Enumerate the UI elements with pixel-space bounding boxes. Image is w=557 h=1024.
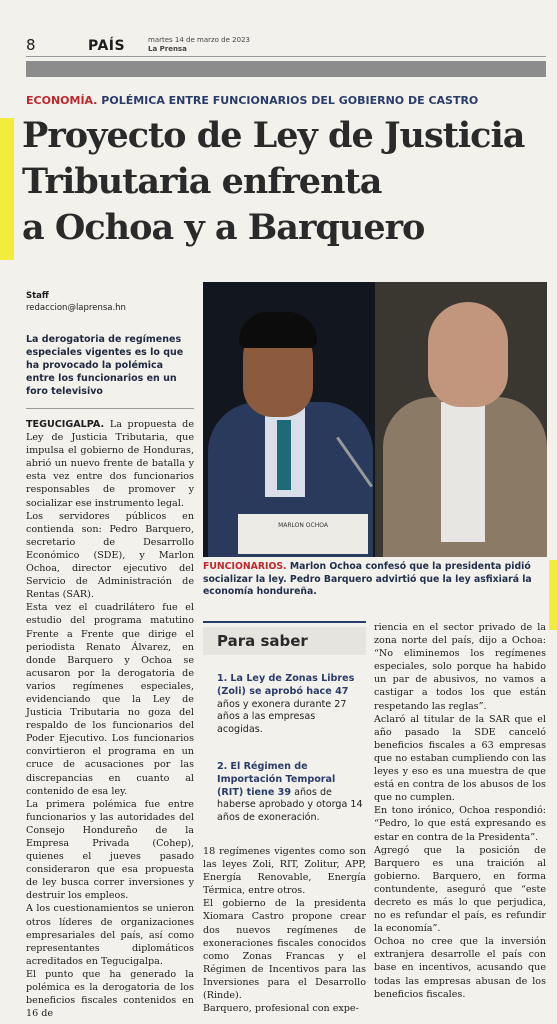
kicker-topic: ECONOMÍA. — [26, 94, 98, 107]
caption-text: Marlon Ochoa confesó que la presidenta pidió socializar la ley. Pedro Barquero advirtió que la ley asfixiará la economía hondureña. — [203, 561, 532, 598]
item-text: años de haberse aprobado y otorga 14 años de exoneración. — [217, 786, 363, 824]
item-number: 1. — [217, 673, 228, 684]
issue-info — [148, 36, 250, 54]
headline — [22, 113, 552, 251]
section-name: PAÍS — [88, 38, 126, 54]
paragraph: El gobierno de la presidenta Xiomara Castro propone crear dos nuevos regímenes de exoneraciones fiscales conocidos como Zonas Francas y el Régimen de Incentivos para las Inversiones para el Desarrollo (Rinde). — [203, 898, 366, 1002]
deck: La derogatoria de regímenes especiales vigentes es lo que ha provocado la polémica entre los funcionarios en un foro televisivo — [26, 334, 184, 397]
photo-right-panel — [375, 282, 547, 557]
newspaper-name: La Prensa — [148, 45, 187, 53]
kicker-text: POLÉMICA ENTRE FUNCIONARIOS DEL GOBIERNO DE CASTRO — [101, 94, 479, 107]
deck-rule — [26, 408, 194, 409]
paragraph: Aclaró al titular de la SAR que el año pasado la SDE canceló beneficios fiscales a 63 empresas que no estaban cumpliendo con las leyes y eso es una muestra de que está en contra de los abusos de los que no cumplen. — [374, 713, 546, 804]
article-column-1 — [26, 418, 194, 1020]
page-header — [26, 34, 546, 54]
paragraph: A los cuestionamientos se unieron otros líderes de organizaciones empresariales del país, así como representantes diplomáticos acreditados en Tegucigalpa. — [26, 903, 194, 967]
paragraph: 18 regímenes vigentes como son las leyes Zoli, RIT, Zolitur, APP, Energía Renovable, Energía Térmica, entre otros. — [203, 846, 366, 897]
headline-line: Tributaria enfrenta — [22, 161, 382, 202]
paragraph: Barquero, profesional con expe- — [203, 1003, 359, 1015]
article-column-2 — [203, 845, 366, 1015]
paragraph: Ochoa no cree que la inversión extranjera desarrolle el país con base en incentivos, acusando que todas las empresas abusan de los beneficios fiscales. — [374, 936, 546, 1000]
photo-left-panel — [203, 282, 375, 557]
article-column-3 — [374, 621, 546, 1001]
ochoa-tie — [277, 420, 291, 490]
paragraph-text: La propuesta de Ley de Justicia Tributaria, que impulsa el gobierno de Honduras, abrió un nuevo frente de batalla y esta vez entre dos funcionarios responsables de promover y socializar ese instrumento legal. — [26, 419, 194, 509]
caption-label: FUNCIONARIOS. — [203, 561, 287, 572]
sidebar-title: Para saber — [203, 627, 366, 655]
paragraph: En tono irónico, Ochoa respondió: “Pedro, lo que está expresando es estar en contra de la Presidenta”. — [374, 805, 546, 843]
paragraph: La primera polémica fue entre funcionarios y las autoridades del Consejo Hondureño de la Empresa Privada (Cohep), quienes el jueves pasado consideraron que esa propuesta de ley busca correr inversiones y destruir los empleos. — [26, 798, 194, 902]
headline-line: a Ochoa y a Barquero — [22, 207, 425, 248]
dateline: TEGUCIGALPA. — [26, 419, 105, 430]
paragraph — [26, 418, 194, 510]
barquero-shirt — [441, 402, 485, 542]
byline-email: redaccion@laprensa.hn — [26, 303, 126, 313]
item-text: años y exonera durante 27 años a las empresas acogidas. — [217, 698, 347, 736]
headline-line: Proyecto de Ley de Justicia — [22, 115, 525, 156]
paragraph: Los servidores públicos en contienda son: Pedro Barquero, secretario de Desarrollo Económico (SDE), y Marlon Ochoa, director ejecutivo del Servicio de Administración de Rentas (SAR). — [26, 510, 194, 601]
sidebar-rule — [203, 621, 366, 623]
item-bold: El Régimen de Importación Temporal (RIT) tiene 39 — [217, 761, 336, 798]
header-rule — [26, 56, 546, 57]
byline-name: Staff — [26, 291, 49, 301]
byline — [26, 290, 126, 314]
highlighter-mark-right — [549, 560, 557, 630]
item-bold: La Ley de Zonas Libres (Zoli) se aprobó hace 47 — [217, 673, 355, 697]
item-number: 2. — [217, 761, 228, 772]
sidebar-item — [217, 761, 363, 825]
article-photo — [203, 282, 547, 557]
page-number: 8 — [26, 36, 36, 54]
highlighter-mark-left — [0, 118, 14, 260]
paragraph: Agregó que la posición de Barquero es una traición al gobierno. Barquero, en forma contundente, aseguró que “este decreto es más lo que perjudica, no es refundar el país, es refundir la economía”. — [374, 844, 546, 935]
barquero-face — [428, 302, 508, 407]
issue-date: martes 14 de marzo de 2023 — [148, 36, 250, 44]
header-band — [26, 61, 546, 77]
ochoa-hair — [239, 312, 317, 348]
paragraph: El punto que ha generado la polémica es la derogatoria de los beneficios fiscales contenidos en 16 de — [26, 968, 194, 1020]
kicker — [26, 94, 478, 107]
nameplate: MARLON OCHOA — [238, 514, 368, 554]
sidebar-item — [217, 673, 363, 737]
photo-caption — [203, 561, 547, 599]
paragraph: riencia en el sector privado de la zona norte del país, dijo a Ochoa: “No eliminemos los regímenes especiales, solo porque ha habido un par de abusivos, no vamos a castigar a todos los que están respetando las reglas”. — [374, 622, 546, 712]
paragraph: Esta vez el cuadrilátero fue el estudio del programa matutino Frente a Frente que dirige el periodista Renato Álvarez, en donde Barquero y Ochoa se acusaron por la derogatoria de varios regímenes especiales, evidenciando que la Ley de Justicia Tributaria no goza del respaldo de los funcionarios del Poder Ejecutivo. Los funcionarios convirtieron el programa en un cruce de acusaciones por las discrepancias en cuanto al contenido de esa ley. — [26, 602, 194, 797]
